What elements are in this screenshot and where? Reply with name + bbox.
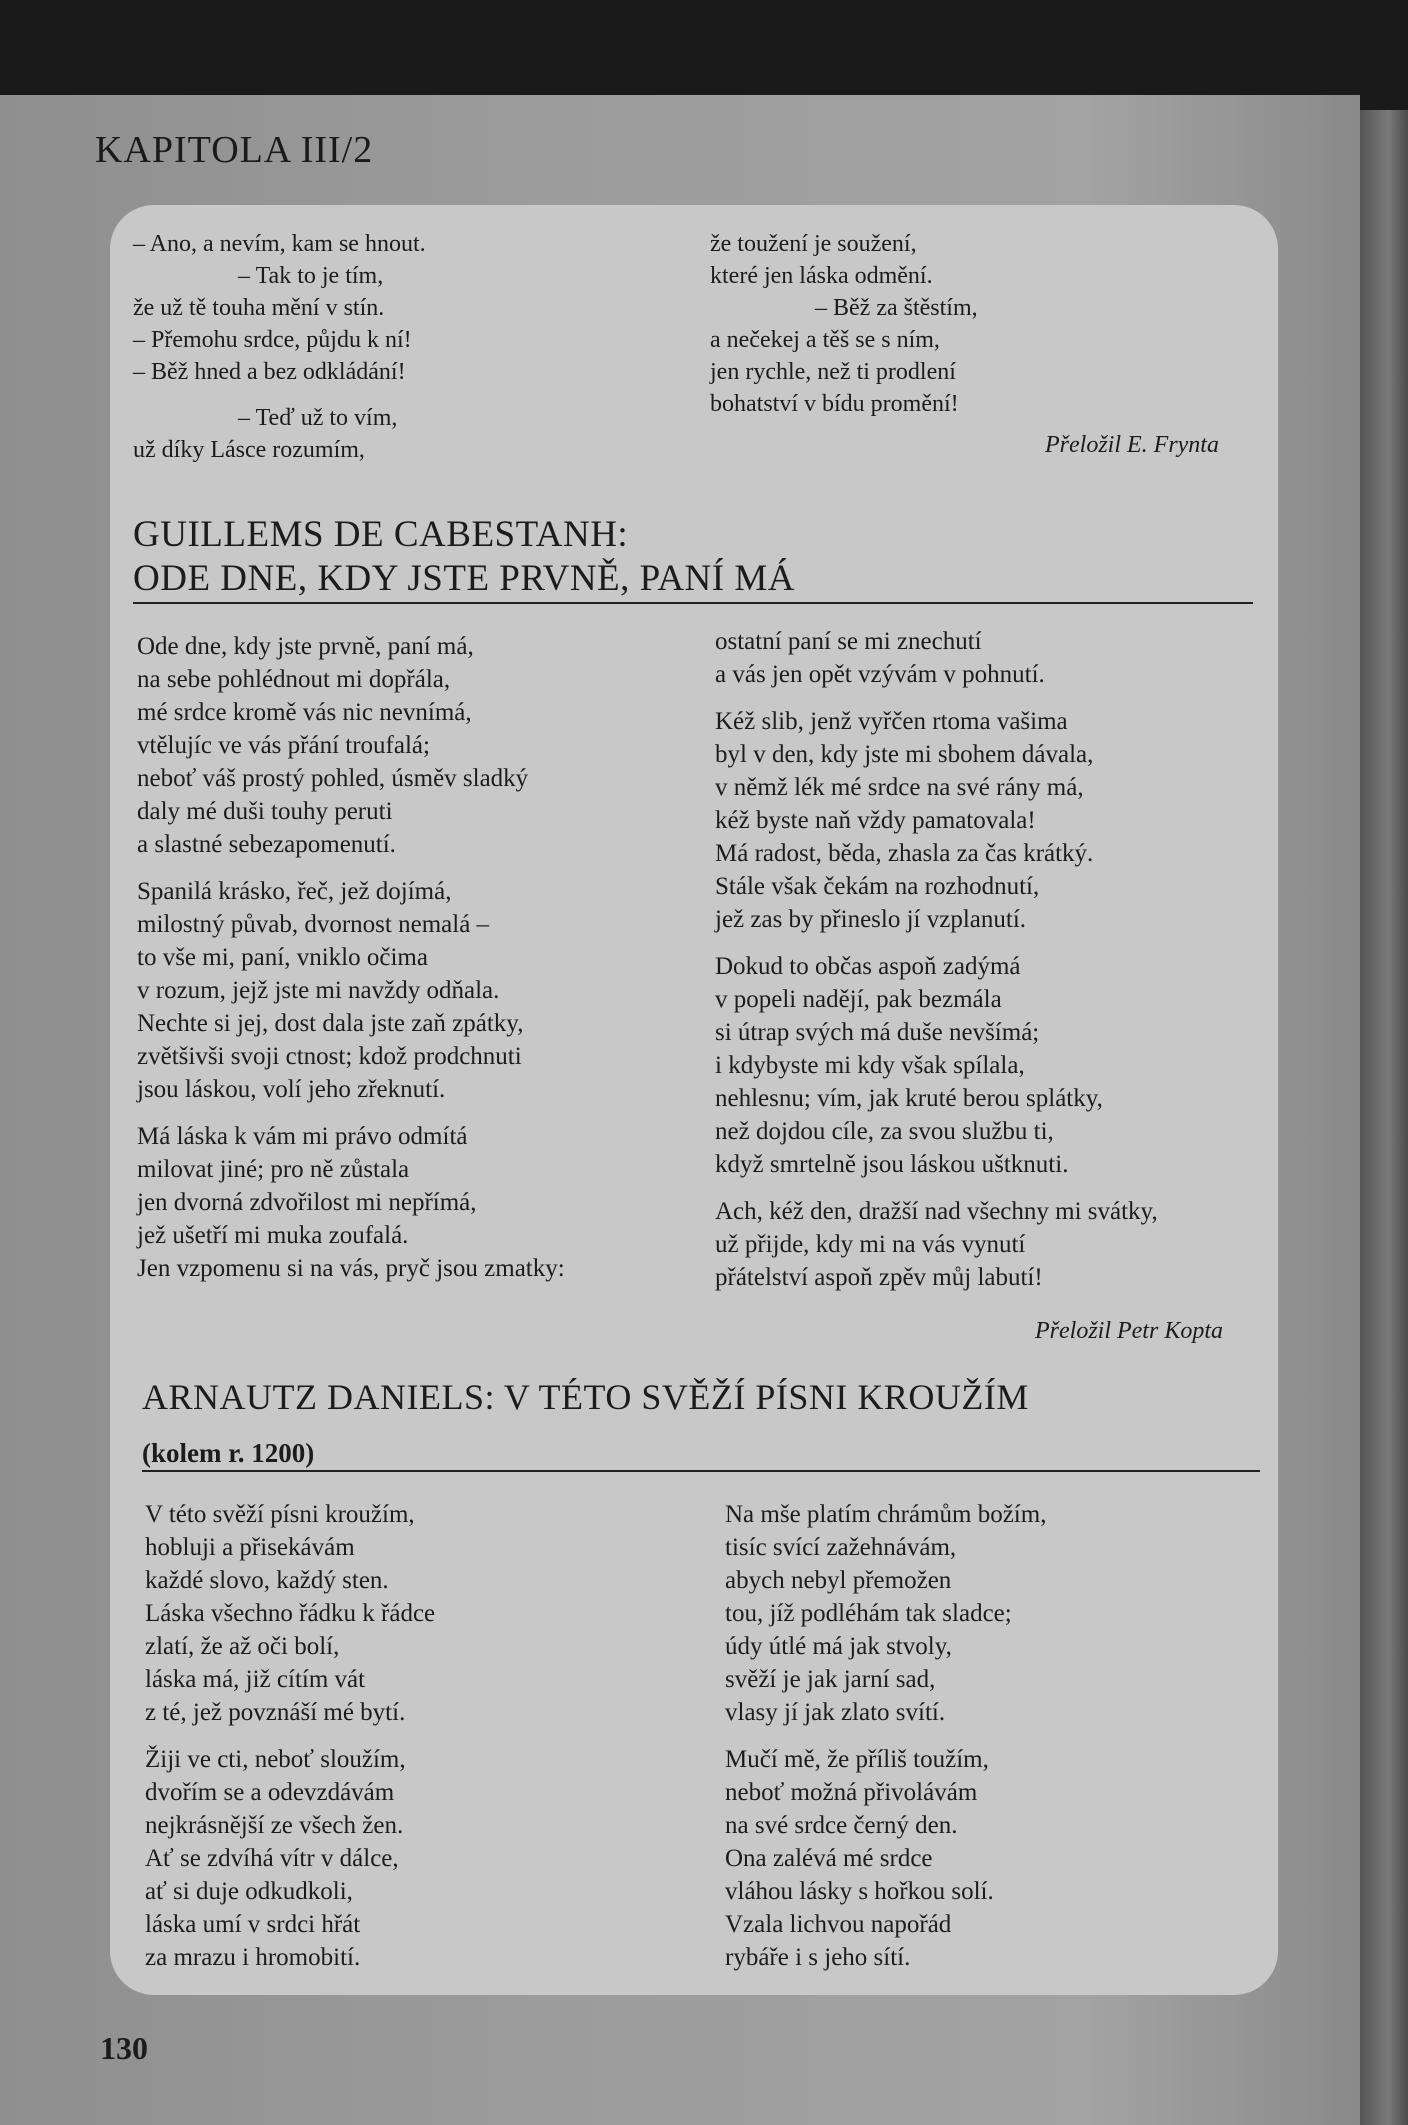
poem-line: neboť možná přivolávám <box>725 1779 978 1806</box>
stanza <box>710 228 978 420</box>
stanza <box>715 1195 1158 1294</box>
poem-line: si útrap svých má duše nevšímá; <box>715 1019 1040 1046</box>
poem-line: než dojdou cíle, za svou službu ti, <box>715 1118 1054 1145</box>
stanza <box>137 630 565 861</box>
poem-line: už přijde, kdy mi na vás vynutí <box>715 1231 1026 1258</box>
poem-line: už díky Lásce rozumím, <box>133 437 365 463</box>
poem-line: ostatní paní se mi znechutí <box>715 628 982 655</box>
section1-heading-line2: ODE DNE, KDY JSTE PRVNĚ, PANÍ MÁ <box>133 558 795 599</box>
intro-poem-right-column <box>710 228 978 434</box>
poem-line: mé srdce kromě vás nic nevnímá, <box>137 699 472 726</box>
poem-line: a vás jen opět vzývám v pohnutí. <box>715 661 1045 688</box>
stanza <box>725 1743 1046 1974</box>
section2-rule <box>142 1470 1260 1472</box>
stanza <box>137 875 565 1106</box>
poem-line: a slastné sebezapomenutí. <box>137 831 396 858</box>
poem-line: Vzala lichvou napořád <box>725 1911 952 1938</box>
poem-line: jen dvorná zdvořilost mi nepřímá, <box>137 1189 477 1216</box>
poem-line: svěží je jak jarní sad, <box>725 1666 936 1693</box>
next-page-edge <box>1360 110 1408 2125</box>
poem-line: Ode dne, kdy jste prvně, paní má, <box>137 633 474 660</box>
poem-line: milovat jiné; pro ně zůstala <box>137 1156 410 1183</box>
poem-line: neboť váš prostý pohled, úsměv sladký <box>137 765 529 792</box>
poem-line: Mučí mě, že příliš toužím, <box>725 1746 989 1773</box>
poem-line: dvořím se a odevzdávám <box>145 1779 395 1806</box>
poem-line: přátelství aspoň zpěv můj labutí! <box>715 1264 1043 1291</box>
poem-line: Ať se zdvíhá vítr v dálce, <box>145 1845 399 1872</box>
poem-line: Ona zalévá mé srdce <box>725 1845 933 1872</box>
poem-line: které jen láska odmění. <box>710 263 933 289</box>
poem-line: bohatství v bídu promění! <box>710 391 959 417</box>
poem-line: hobluji a přisekávám <box>145 1534 355 1561</box>
poem-line: Nechte si jej, dost dala jste zaň zpátky, <box>137 1010 524 1037</box>
poem-line: láska umí v srdci hřát <box>145 1911 361 1938</box>
poem-line: vlasy jí jak zlato svítí. <box>725 1699 946 1726</box>
poem-line: údy útlé má jak stvoly, <box>725 1633 952 1660</box>
poem-line: nehlesnu; vím, jak kruté berou splátky, <box>715 1085 1103 1112</box>
poem-line: z té, jež povznáší mé bytí. <box>145 1699 406 1726</box>
section2-heading: ARNAUTZ DANIELS: V TÉTO SVĚŽÍ PÍSNI KROUŽÍM <box>142 1377 1029 1417</box>
poem-line: v popeli nadějí, pak bezmála <box>715 986 1002 1013</box>
poem-line: V této svěží písni kroužím, <box>145 1501 415 1528</box>
poem-line: daly mé duši touhy peruti <box>137 798 393 825</box>
poem-line: – Teď už to vím, <box>238 405 398 431</box>
poem-line: láska má, již cítím vát <box>145 1666 366 1693</box>
poem-line: v rozum, jejž jste mi navždy odňala. <box>137 977 500 1004</box>
poem-line: že už tě touha mění v stín. <box>133 295 385 321</box>
intro-attribution: Přeložil E. Frynta <box>1045 432 1219 458</box>
poem-line: jsou láskou, volí jeho zřeknutí. <box>137 1076 446 1103</box>
poem-line: – Tak to je tím, <box>238 263 384 289</box>
poem-line: v němž lék mé srdce na své rány má, <box>715 774 1084 801</box>
poem-line: za mrazu i hromobití. <box>145 1944 361 1971</box>
intro-poem-left-column <box>133 228 426 480</box>
poem-line: na sebe pohlédnout mi dopřála, <box>137 666 451 693</box>
poem-line: Má radost, běda, zhasla za čas krátký. <box>715 840 1094 867</box>
poem-line: zlatí, že až oči bolí, <box>145 1633 340 1660</box>
poem-line: nejkrásnější ze všech žen. <box>145 1812 404 1839</box>
section2-right-column <box>725 1498 1046 1988</box>
poem-line: Ach, kéž den, dražší nad všechny mi svátky, <box>715 1198 1158 1225</box>
poem-line: byl v den, kdy jste mi sbohem dávala, <box>715 741 1094 768</box>
stanza <box>715 950 1158 1181</box>
poem-line: Kéž slib, jenž vyřčen rtoma vašima <box>715 708 1068 735</box>
poem-line: každé slovo, každý sten. <box>145 1567 389 1594</box>
stanza <box>145 1743 435 1974</box>
poem-line: – Běž za štěstím, <box>815 295 978 321</box>
poem-line: jež zas by přineslo jí vzplanutí. <box>715 906 1027 933</box>
poem-line: Má láska k vám mi právo odmítá <box>137 1123 468 1150</box>
poem-line: a nečekej a těš se s ním, <box>710 327 940 353</box>
poem-line: abych nebyl přemožen <box>725 1567 952 1594</box>
section1-left-column <box>137 630 565 1299</box>
poem-line: Spanilá krásko, řeč, jež dojímá, <box>137 878 452 905</box>
stanza <box>725 1498 1046 1729</box>
poem-line: milostný půvab, dvornost nemalá – <box>137 911 490 938</box>
section1-heading-line1: GUILLEMS DE CABESTANH: <box>133 514 629 555</box>
poem-line: jen rychle, než ti prodlení <box>710 359 956 385</box>
poem-line: – Přemohu srdce, půjdu k ní! <box>133 327 412 353</box>
poem-line: Žiji ve cti, neboť sloužím, <box>145 1746 406 1773</box>
section2-subheading: (kolem r. 1200) <box>142 1438 315 1468</box>
poem-line: na své srdce černý den. <box>725 1812 958 1839</box>
poem-line: rybáře i s jeho sítí. <box>725 1944 911 1971</box>
stanza <box>715 705 1158 936</box>
stanza <box>137 1120 565 1285</box>
poem-line: jež ušetří mi muka zoufalá. <box>137 1222 409 1249</box>
poem-line: vláhou lásky s hořkou solí. <box>725 1878 994 1905</box>
poem-line: – Běž hned a bez odkládání! <box>133 359 406 385</box>
stanza <box>145 1498 435 1729</box>
stanza <box>133 402 426 466</box>
stanza <box>715 625 1158 691</box>
poem-line: Jen vzpomenu si na vás, pryč jsou zmatky: <box>137 1255 565 1282</box>
poem-line: Láska všechno řádku k řádce <box>145 1600 436 1627</box>
poem-line: vtělujíc ve vás přání troufalá; <box>137 732 430 759</box>
section1-rule <box>133 602 1253 604</box>
poem-line: to vše mi, paní, vniklo očima <box>137 944 428 971</box>
poem-line: ať si duje odkudkoli, <box>145 1878 353 1905</box>
poem-line: – Ano, a nevím, kam se hnout. <box>133 231 426 257</box>
poem-line: Na mše platím chrámům božím, <box>725 1501 1047 1528</box>
poem-line: tou, jíž podléhám tak sladce; <box>725 1600 1012 1627</box>
poem-line: zvětšivši svoji ctnost; kdož prodchnuti <box>137 1043 522 1070</box>
section2-left-column <box>145 1498 435 1988</box>
chapter-title: KAPITOLA III/2 <box>95 129 374 171</box>
page-number: 130 <box>100 2030 148 2066</box>
poem-line: když smrtelně jsou láskou uštknuti. <box>715 1151 1069 1178</box>
poem-line: Dokud to občas aspoň zadýmá <box>715 953 1021 980</box>
poem-line: Stále však čekám na rozhodnutí, <box>715 873 1040 900</box>
poem-line: tisíc svící zažehnávám, <box>725 1534 957 1561</box>
poem-line: kéž byste naň vždy pamatovala! <box>715 807 1036 834</box>
poem-line: že toužení je soužení, <box>710 231 917 257</box>
section1-right-column <box>715 625 1158 1308</box>
section1-attribution: Přeložil Petr Kopta <box>1035 1318 1223 1344</box>
poem-line: i kdybyste mi kdy však spílala, <box>715 1052 1025 1079</box>
stanza <box>133 228 426 388</box>
